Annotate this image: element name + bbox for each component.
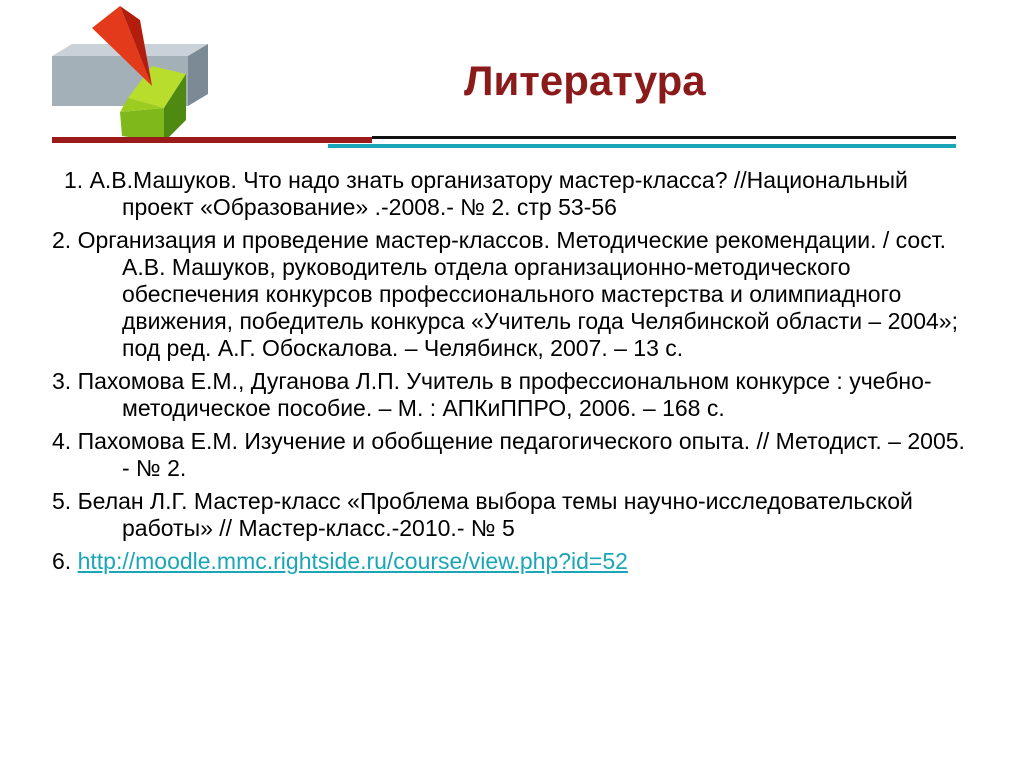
moodle-course-link[interactable]: http://moodle.mmc.rightside.ru/course/view.php?id=52 — [77, 548, 628, 574]
reference-text: Пахомова Е.М. Изучение и обобщение педагогического опыта. // Методист. – 2005. - № 2. — [77, 428, 965, 481]
reference-number: 2. — [52, 227, 72, 253]
reference-item — [52, 227, 972, 362]
reference-number: 3. — [52, 368, 72, 394]
reference-item — [52, 428, 972, 482]
reference-number: 1. — [64, 167, 84, 193]
reference-text: Организация и проведение мастер-классов. Методические рекомендации. / сост. А.В. Машуков, руководитель отдела организационно-методического обеспечения конкурсов профессионального мастерства и олимпиадного движения, победитель конкурса «Учитель года Челябинской области – 2004»; под ред. А.Г. Обоскалова. – Челябинск, 2007. – 13 с. — [77, 227, 958, 361]
reference-number: 5. — [52, 488, 72, 514]
reference-item — [52, 488, 972, 542]
reference-number: 4. — [52, 428, 72, 454]
reference-item — [52, 368, 972, 422]
reference-item — [52, 548, 972, 575]
reference-item — [52, 167, 972, 221]
title-divider — [52, 134, 956, 150]
reference-text: Пахомова Е.М., Дуганова Л.П. Учитель в профессиональном конкурсе : учебно-методическое пособие. – М. : АПКиППРО, 2006. – 168 с. — [77, 368, 932, 421]
decorative-logo-icon — [48, 0, 218, 150]
reference-list — [52, 167, 972, 581]
page-title: Литература — [464, 57, 706, 104]
reference-text: А.В.Машуков. Что надо знать организатору мастер-класса? //Национальный проект «Образование» .-2008.- № 2. стр 53-56 — [89, 167, 908, 220]
reference-text: Белан Л.Г. Мастер-класс «Проблема выбора темы научно-исследовательской работы» // Мастер-класс.-2010.- № 5 — [77, 488, 913, 541]
reference-number: 6. — [52, 548, 72, 574]
